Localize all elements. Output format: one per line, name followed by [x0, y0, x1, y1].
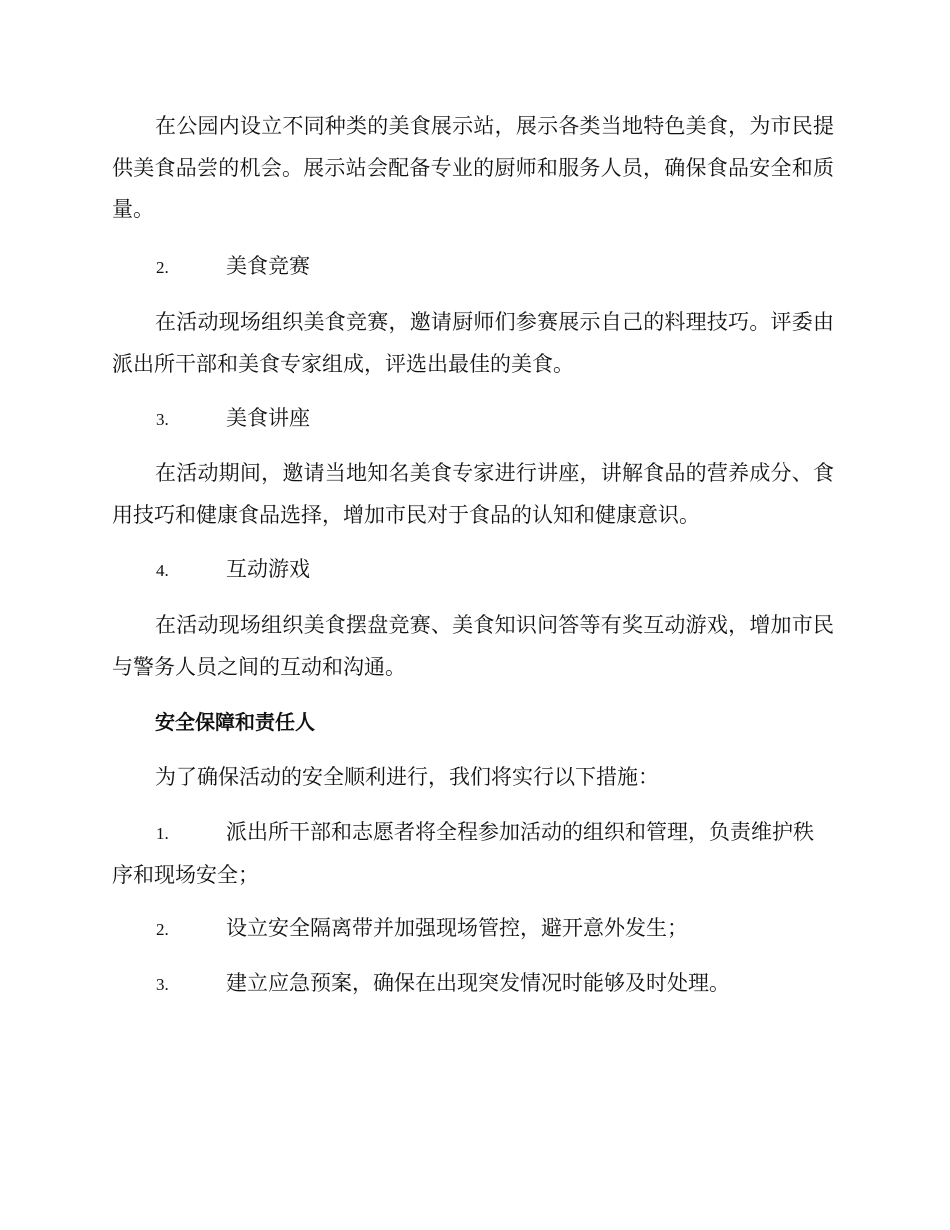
list-number: 3. — [156, 975, 169, 994]
section-heading-safety: 安全保障和责任人 — [155, 710, 315, 734]
paragraph-food-competition: 在活动现场组织美食竞赛，邀请厨师们参赛展示自己的料理技巧。评委由派出所干部和美食专家组成，评选出最佳的美食。 — [112, 310, 834, 376]
list-item-title: 美食竞赛 — [226, 254, 310, 278]
list-number: 4. — [156, 561, 169, 580]
list-item-title: 互动游戏 — [226, 557, 310, 581]
list-item-title: 美食讲座 — [226, 406, 310, 430]
list-number: 2. — [156, 258, 169, 277]
paragraph-interactive-games: 在活动现场组织美食摆盘竞赛、美食知识问答等有奖互动游戏，增加市民与警务人员之间的互动和沟通。 — [112, 613, 834, 679]
list-item-measure-1 — [112, 812, 834, 896]
paragraph-safety-intro: 为了确保活动的安全顺利进行，我们将实行以下措施： — [155, 765, 659, 789]
list-number: 3. — [156, 410, 169, 429]
list-item-food-competition — [112, 246, 834, 289]
list-item-food-lecture — [112, 398, 834, 441]
list-item-measure-3 — [112, 963, 834, 1006]
list-item-text: 派出所干部和志愿者将全程参加活动的组织和管理，负责维护秩序和现场安全； — [112, 820, 814, 887]
paragraph-food-lecture: 在活动期间，邀请当地知名美食专家进行讲座，讲解食品的营养成分、食用技巧和健康食品选择，增加市民对于食品的认知和健康意识。 — [112, 461, 834, 527]
list-item-text: 设立安全隔离带并加强现场管控，避开意外发生； — [226, 916, 688, 940]
list-item-interactive-games — [112, 549, 834, 592]
list-number: 1. — [156, 824, 169, 843]
paragraph-food-stations: 在公园内设立不同种类的美食展示站，展示各类当地特色美食，为市民提供美食品尝的机会。展示站会配备专业的厨师和服务人员，确保食品安全和质量。 — [112, 114, 834, 221]
list-number: 2. — [156, 920, 169, 939]
list-item-measure-2 — [112, 908, 834, 951]
list-item-text: 建立应急预案，确保在出现突发情况时能够及时处理。 — [226, 971, 730, 995]
